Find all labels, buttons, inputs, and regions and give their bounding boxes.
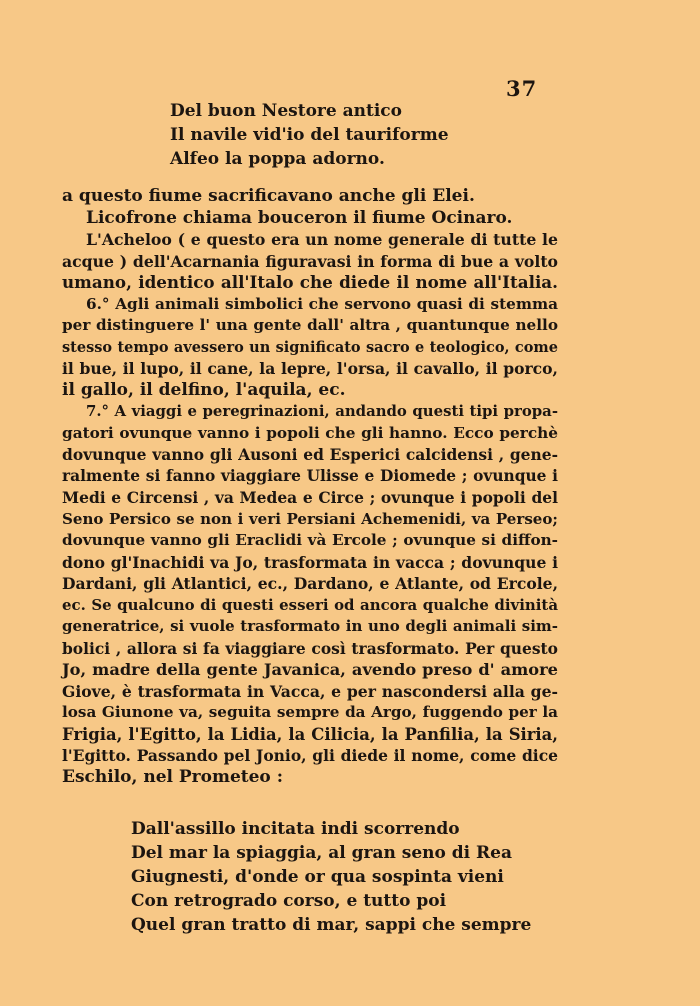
verse-line: Del buon Nestore antico <box>170 101 402 121</box>
text-line: dovunque vanno gli Ausoni ed Esperici calcidensi , gene- <box>62 445 558 464</box>
text-line: Licofrone chiama bouceron il fiume Ocinaro. <box>86 207 513 228</box>
text-line: il gallo, il delfino, l'aquila, ec. <box>62 379 346 400</box>
text-line: gatori ovunque vanno i popoli che gli hanno. Ecco perchè <box>62 423 558 442</box>
text-line: Dardani, gli Atlantici, ec., Dardano, e Atlante, od Ercole, <box>62 574 558 593</box>
verse-line: Giugnesti, d'onde or qua sospinta vieni <box>131 867 504 887</box>
verse-line: Dall'assillo incitata indi scorrendo <box>131 819 460 839</box>
page-number: 37 <box>506 76 538 101</box>
text-line: ec. Se qualcuno di questi esseri od ancora qualche divinità <box>62 595 558 614</box>
verse-quote-top <box>170 99 449 171</box>
text-line: il bue, il lupo, il cane, la lepre, l'orsa, il cavallo, il porco, <box>62 359 558 378</box>
text-line: dovunque vanno gli Eraclidi và Ercole ; ovunque si diffon- <box>62 531 558 549</box>
text-line: ralmente si fanno viaggiare Ulisse e Diomede ; ovunque i <box>62 466 558 485</box>
verse-line: Alfeo la poppa adorno. <box>170 149 385 169</box>
text-line: a questo fiume sacrificavano anche gli Elei. <box>62 186 475 206</box>
text-line: Eschilo, nel Prometeo : <box>62 766 283 787</box>
text-line: 7.° A viaggi e peregrinazioni, andando questi tipi propa- <box>86 402 558 420</box>
text-line: Jo, madre della gente Javanica, avendo preso d' amore <box>62 660 558 679</box>
text-line: umano, identico all'Italo che diede il nome all'Italia. <box>62 272 558 292</box>
verse-quote-bottom <box>131 817 531 937</box>
text-line: stesso tempo avessero un significato sacro e teologico, come <box>62 338 558 356</box>
text-line: l'Egitto. Passando pel Jonio, gli diede il nome, come dice <box>62 746 558 765</box>
text-line: bolici , allora si fa viaggiare così trasformato. Per questo <box>62 638 558 658</box>
verse-line: Con retrogrado corso, e tutto poi <box>131 891 447 911</box>
text-line: losa Giunone va, seguita sempre da Argo, fuggendo per la <box>62 703 558 721</box>
text-line: per distinguere l' una gente dall' altra , quantunque nello <box>62 316 558 334</box>
text-line: dono gl'Inachidi va Jo, trasformata in vacca ; dovunque i <box>62 552 558 572</box>
text-line: acque ) dell'Acarnania figuravasi in forma di bue a volto <box>62 251 558 271</box>
text-line: generatrice, si vuole trasformato in uno degli animali sim- <box>62 617 558 635</box>
text-line: Medi e Circensi , va Medea e Circe ; ovunque i popoli del <box>62 488 558 507</box>
verse-line: Il navile vid'io del tauriforme <box>170 125 449 145</box>
text-line: Giove, è trasformata in Vacca, e per nascondersi alla ge- <box>62 681 558 701</box>
body-text <box>62 186 558 788</box>
text-line: L'Acheloo ( e questo era un nome generale di tutte le <box>86 230 558 249</box>
text-line: Seno Persico se non i veri Persiani Achemenidi, va Perseo; <box>62 509 558 528</box>
verse-line: Del mar la spiaggia, al gran seno di Rea <box>131 843 512 863</box>
verse-line: Quel gran tratto di mar, sappi che sempre <box>131 915 532 935</box>
text-line: 6.° Agli animali simbolici che servono quasi di stemma <box>86 294 558 313</box>
text-line: Frigia, l'Egitto, la Lidia, la Cilicia, la Panfilia, la Siria, <box>62 724 558 744</box>
